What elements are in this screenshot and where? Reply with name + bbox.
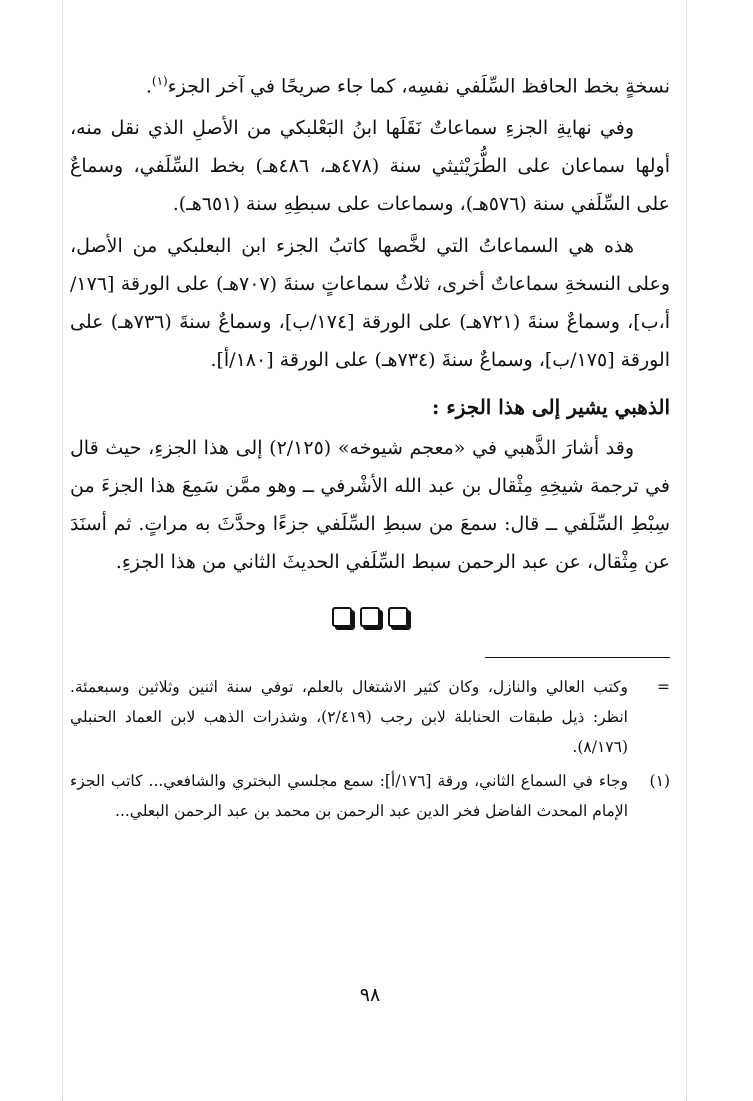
section-separator bbox=[70, 607, 670, 627]
paragraph-1-text: نسخةٍ بخط الحافظ السِّلَفي نفسِه، كما جاء صريحًا في آخر الجزء bbox=[167, 75, 670, 98]
footnote-ref-1: (١) bbox=[151, 74, 168, 88]
paragraph-1-end: . bbox=[145, 75, 152, 98]
footnote-continued bbox=[70, 672, 670, 762]
book-page bbox=[70, 62, 670, 1062]
footnote-1-text: وجاء في السماع الثاني، ورقة [١٧٦/أ]: سمع مجلسي البختري والشافعي... كاتب الجزء الإمام المحدث الفاضل فخر الدين عبد الرحمن بن محمد بن عبد الرحمن البعلي... bbox=[70, 772, 628, 821]
margin-guide-left bbox=[62, 0, 63, 1101]
page-number: ٩٨ bbox=[359, 984, 381, 1006]
footnote-1 bbox=[70, 766, 670, 826]
box-ornament-icon bbox=[360, 607, 380, 627]
paragraph-1 bbox=[70, 62, 670, 105]
footnote-continued-text: وكتب العالي والنازل، وكان كثير الاشتغال بالعلم، توفي سنة اثنين وثلاثين وسبعمئة. انظر: ذيل طبقات الحنابلة لابن رجب (٢/٤١٩)، وشذرات الذهب لابن العماد الحنبلي (٨/١٧٦). bbox=[70, 678, 628, 757]
paragraph-2: وفي نهايةِ الجزءِ سماعاتٌ نَقَلَها ابنُ البَعْلبكي من الأصلِ الذي نقل منه، أولها سماعان على الطُّرَيْثيثي سنة (٤٧٨هـ، ٤٨٦هـ) بخط السِّلَفي، وسماعٌ على السِّلَفي سنة (٥٧٦هـ)، وسماعات على سبطِهِ سنة (٦٥١هـ). bbox=[70, 117, 670, 216]
paragraph-3: هذه هي السماعاتُ التي لخَّصها كاتبُ الجزء ابن البعلبكي من الأصل، وعلى النسخةِ سماعاتٌ أخرى، ثلاثُ سماعاتٍ سنةَ (٧٠٧هـ) على الورقة [١٧٦/أ،ب]، وسماعٌ سنةَ (٧٢١هـ) على الورقة [١٧٤/ب]، وسماعٌ سنةَ (٧٣٦هـ) على الورقة [١٧٥/ب]، وسماعٌ سنةَ (٧٣٤هـ) على الورقة [١٨٠/أ]. bbox=[70, 235, 670, 372]
footnote-1-marker: (١) bbox=[649, 772, 670, 791]
margin-guide-right bbox=[686, 0, 687, 1101]
footnote-rule bbox=[485, 657, 670, 658]
section-heading: الذهبي يشير إلى هذا الجزء : bbox=[432, 395, 670, 420]
box-ornament-icon bbox=[388, 607, 408, 627]
box-ornament-icon bbox=[332, 607, 352, 627]
paragraph-4: وقد أشارَ الذَّهبي في «معجم شيوخه» (٢/١٢٥) إلى هذا الجزءِ، حيث قال في ترجمة شيخِهِ مِثْقال بن عبد الله الأشْرفي ــ وهو ممَّن سَمِعَ هذا الجزءَ من سِبْطِ السِّلَفي ــ قال: سمعَ من سبطِ السِّلَفي جزءًا وحدَّثَ به مراتٍ. ثم أسنَدَ عن مِثْقال، عن عبد الرحمن سبط السِّلَفي الحديثَ الثاني من هذا الجزءِ. bbox=[70, 437, 670, 574]
footnote-continued-marker: = bbox=[657, 678, 670, 697]
